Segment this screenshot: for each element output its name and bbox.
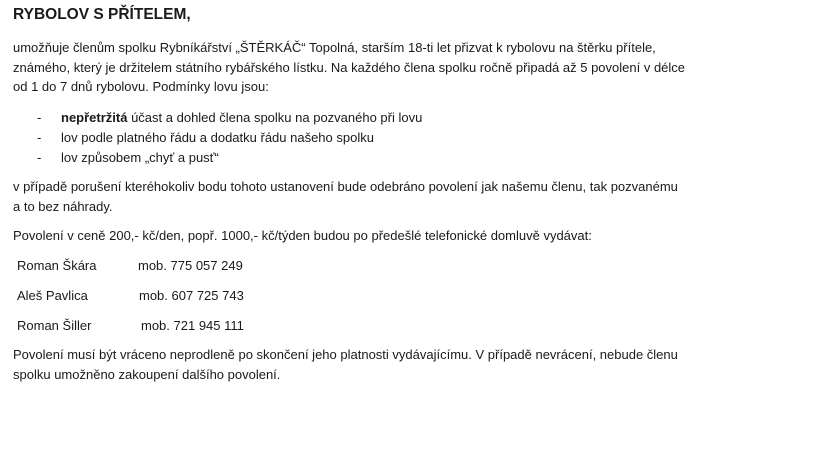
violation-line: a to bez náhrady. bbox=[13, 198, 113, 214]
bullet-dash: - bbox=[37, 130, 42, 145]
contact-name: Roman Škára bbox=[17, 258, 97, 273]
intro-line: umožňuje členům spolku Rybníkářství „ŠTĚRKÁČ“ Topolná, starším 18-ti let přizvat k rybolovu na štěrku přítele, bbox=[13, 40, 656, 55]
intro-line: od 1 do 7 dnů rybolovu. Podmínky lovu jsou: bbox=[13, 79, 269, 94]
list-item-emphasis: nepřetržitá bbox=[61, 110, 128, 125]
price-line: Povolení v ceně 200,- kč/den, popř. 1000,- kč/týden budou po předešlé telefonické domluvě vydávat: bbox=[13, 228, 592, 243]
price-paragraph bbox=[13, 226, 592, 246]
contact-phone: mob. 775 057 249 bbox=[138, 258, 243, 273]
intro-line: známého, který je držitelem státního rybářského lístku. Na každého člena spolku ročně připadá až 5 povolení v délce bbox=[13, 59, 686, 75]
bullet-dash: - bbox=[37, 150, 42, 165]
violation-line: v případě porušení kteréhokoliv bodu tohoto ustanovení bude odebráno povolení jak našemu členu, tak pozvanému bbox=[13, 179, 678, 194]
contact-phone: mob. 721 945 111 bbox=[141, 318, 244, 333]
contact-name: Aleš Pavlica bbox=[17, 288, 88, 303]
violation-paragraph bbox=[13, 177, 678, 216]
bullet-dash: - bbox=[37, 110, 42, 125]
return-line: Povolení musí být vráceno neprodleně po skončení jeho platnosti vydávajícímu. V případě nevrácení, nebude členu bbox=[13, 347, 678, 362]
contact-name: Roman Šiller bbox=[17, 318, 92, 333]
contact-phone: mob. 607 725 743 bbox=[139, 288, 244, 303]
list-item-label: lov způsobem „chyť a pusť“ bbox=[61, 150, 219, 165]
list-item-text bbox=[61, 108, 422, 128]
list-item-label: účast a dohled člena spolku na pozvaného při lovu bbox=[127, 110, 423, 125]
return-line: spolku umožněno zakoupení dalšího povolení. bbox=[13, 366, 281, 382]
intro-paragraph bbox=[13, 38, 685, 97]
document-title: RYBOLOV S PŘÍTELEM, bbox=[13, 6, 191, 23]
return-paragraph bbox=[13, 345, 678, 384]
list-item-label: lov podle platného řádu a dodatku řádu našeho spolku bbox=[61, 130, 374, 145]
